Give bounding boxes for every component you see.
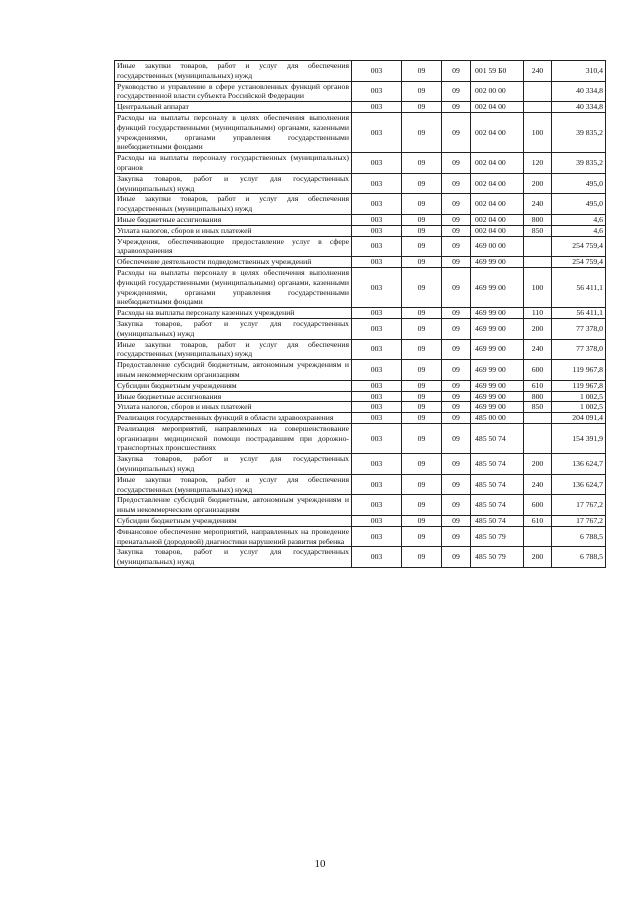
- amount-cell: 4,6: [552, 214, 606, 225]
- section-code-cell: 09: [402, 236, 442, 257]
- target-article-cell: 485 50 74: [471, 516, 524, 527]
- section-code-cell: 09: [402, 102, 442, 113]
- table-row: [115, 173, 606, 194]
- row-name-cell: Обеспечение деятельности подведомственных учреждений: [115, 257, 352, 268]
- subsection-code-cell: 09: [442, 339, 471, 360]
- ministry-code-cell: 003: [352, 112, 402, 152]
- amount-cell: 136 624,7: [552, 454, 606, 475]
- amount-cell: 254 759,4: [552, 236, 606, 257]
- section-code-cell: 09: [402, 112, 442, 152]
- target-article-cell: 002 04 00: [471, 173, 524, 194]
- amount-cell: 17 767,2: [552, 495, 606, 516]
- subsection-code-cell: 09: [442, 454, 471, 475]
- row-name-cell: Предоставление субсидий бюджетным, автономным учреждениям и иным некоммерческим организациям: [115, 495, 352, 516]
- amount-cell: 39 835,2: [552, 112, 606, 152]
- ministry-code-cell: 003: [352, 225, 402, 236]
- amount-cell: 495,0: [552, 194, 606, 215]
- target-article-cell: 469 99 00: [471, 318, 524, 339]
- ministry-code-cell: 003: [352, 318, 402, 339]
- ministry-code-cell: 003: [352, 391, 402, 402]
- expense-type-cell: [524, 236, 552, 257]
- section-code-cell: 09: [402, 153, 442, 174]
- section-code-cell: 09: [402, 391, 442, 402]
- ministry-code-cell: 003: [352, 360, 402, 381]
- row-name-cell: Уплата налогов, сборов и иных платежей: [115, 225, 352, 236]
- amount-cell: 154 391,9: [552, 423, 606, 453]
- row-name-cell: Центральный аппарат: [115, 102, 352, 113]
- ministry-code-cell: 003: [352, 81, 402, 102]
- subsection-code-cell: 09: [442, 112, 471, 152]
- amount-cell: 310,4: [552, 61, 606, 82]
- section-code-cell: 09: [402, 61, 442, 82]
- section-code-cell: 09: [402, 380, 442, 391]
- subsection-code-cell: 09: [442, 214, 471, 225]
- ministry-code-cell: 003: [352, 547, 402, 568]
- target-article-cell: 485 50 74: [471, 423, 524, 453]
- ministry-code-cell: 003: [352, 413, 402, 424]
- subsection-code-cell: 09: [442, 413, 471, 424]
- ministry-code-cell: 003: [352, 173, 402, 194]
- ministry-code-cell: 003: [352, 153, 402, 174]
- section-code-cell: 09: [402, 214, 442, 225]
- amount-cell: 204 091,4: [552, 413, 606, 424]
- target-article-cell: 001 59 Б0: [471, 61, 524, 82]
- row-name-cell: Расходы на выплаты персоналу в целях обеспечения выполнения функций государственными (муниципальными) органами, казенными учреждениями, органами управления государственными внебюджетными фондами: [115, 267, 352, 307]
- row-name-cell: Иные бюджетные ассигнования: [115, 214, 352, 225]
- ministry-code-cell: 003: [352, 516, 402, 527]
- row-name-cell: Уплата налогов, сборов и иных платежей: [115, 402, 352, 413]
- table-row: [115, 339, 606, 360]
- subsection-code-cell: 09: [442, 308, 471, 319]
- expense-type-cell: 800: [524, 391, 552, 402]
- target-article-cell: 469 99 00: [471, 380, 524, 391]
- section-code-cell: 09: [402, 257, 442, 268]
- target-article-cell: 469 99 00: [471, 257, 524, 268]
- subsection-code-cell: 09: [442, 61, 471, 82]
- section-code-cell: 09: [402, 267, 442, 307]
- table-row: [115, 225, 606, 236]
- section-code-cell: 09: [402, 474, 442, 495]
- row-name-cell: Иные бюджетные ассигнования: [115, 391, 352, 402]
- expense-type-cell: 200: [524, 454, 552, 475]
- expense-type-cell: 240: [524, 61, 552, 82]
- ministry-code-cell: 003: [352, 257, 402, 268]
- section-code-cell: 09: [402, 81, 442, 102]
- expense-type-cell: 240: [524, 474, 552, 495]
- amount-cell: 4,6: [552, 225, 606, 236]
- expense-type-cell: 610: [524, 380, 552, 391]
- target-article-cell: 485 50 74: [471, 474, 524, 495]
- expense-type-cell: [524, 423, 552, 453]
- budget-table: [114, 60, 606, 568]
- amount-cell: 136 624,7: [552, 474, 606, 495]
- section-code-cell: 09: [402, 516, 442, 527]
- amount-cell: 254 759,4: [552, 257, 606, 268]
- row-name-cell: Иные закупки товаров, работ и услуг для обеспечения государственных (муниципальных) нужд: [115, 194, 352, 215]
- expense-type-cell: 600: [524, 360, 552, 381]
- row-name-cell: Учреждения, обеспечивающие предоставление услуг в сфере здравоохранения: [115, 236, 352, 257]
- target-article-cell: 485 50 79: [471, 526, 524, 547]
- subsection-code-cell: 09: [442, 257, 471, 268]
- table-row: [115, 236, 606, 257]
- table-row: [115, 474, 606, 495]
- ministry-code-cell: 003: [352, 102, 402, 113]
- section-code-cell: 09: [402, 225, 442, 236]
- section-code-cell: 09: [402, 495, 442, 516]
- amount-cell: 6 788,5: [552, 547, 606, 568]
- row-name-cell: Реализация государственных функций в области здравоохранения: [115, 413, 352, 424]
- amount-cell: 17 767,2: [552, 516, 606, 527]
- row-name-cell: Реализация мероприятий, направленных на совершенствование организации медицинской помощи пострадавшим при дорожно-транспортных происшествиях: [115, 423, 352, 453]
- target-article-cell: 002 04 00: [471, 225, 524, 236]
- amount-cell: 77 378,0: [552, 318, 606, 339]
- section-code-cell: 09: [402, 454, 442, 475]
- subsection-code-cell: 09: [442, 318, 471, 339]
- subsection-code-cell: 09: [442, 173, 471, 194]
- ministry-code-cell: 003: [352, 339, 402, 360]
- row-name-cell: Расходы на выплаты персоналу государственных (муниципальных) органов: [115, 153, 352, 174]
- target-article-cell: 469 99 00: [471, 339, 524, 360]
- ministry-code-cell: 003: [352, 380, 402, 391]
- subsection-code-cell: 09: [442, 474, 471, 495]
- target-article-cell: 469 99 00: [471, 308, 524, 319]
- table-row: [115, 112, 606, 152]
- table-row: [115, 360, 606, 381]
- ministry-code-cell: 003: [352, 308, 402, 319]
- amount-cell: 119 967,8: [552, 360, 606, 381]
- subsection-code-cell: 09: [442, 391, 471, 402]
- section-code-cell: 09: [402, 360, 442, 381]
- expense-type-cell: 850: [524, 402, 552, 413]
- target-article-cell: 002 04 00: [471, 214, 524, 225]
- row-name-cell: Субсидии бюджетным учреждениям: [115, 516, 352, 527]
- row-name-cell: Иные закупки товаров, работ и услуг для обеспечения государственных (муниципальных) нужд: [115, 339, 352, 360]
- expense-type-cell: 240: [524, 339, 552, 360]
- amount-cell: 39 835,2: [552, 153, 606, 174]
- ministry-code-cell: 003: [352, 61, 402, 82]
- table-row: [115, 81, 606, 102]
- expense-type-cell: 600: [524, 495, 552, 516]
- target-article-cell: 002 00 00: [471, 81, 524, 102]
- target-article-cell: 469 99 00: [471, 360, 524, 381]
- table-row: [115, 516, 606, 527]
- target-article-cell: 469 99 00: [471, 402, 524, 413]
- amount-cell: 40 334,8: [552, 102, 606, 113]
- table-row: [115, 102, 606, 113]
- subsection-code-cell: 09: [442, 423, 471, 453]
- target-article-cell: 485 50 79: [471, 547, 524, 568]
- section-code-cell: 09: [402, 318, 442, 339]
- subsection-code-cell: 09: [442, 516, 471, 527]
- table-row: [115, 413, 606, 424]
- expense-type-cell: 200: [524, 547, 552, 568]
- ministry-code-cell: 003: [352, 236, 402, 257]
- table-row: [115, 454, 606, 475]
- amount-cell: 1 002,5: [552, 402, 606, 413]
- amount-cell: 495,0: [552, 173, 606, 194]
- table-row: [115, 267, 606, 307]
- target-article-cell: 485 00 00: [471, 413, 524, 424]
- target-article-cell: 002 04 00: [471, 112, 524, 152]
- table-row: [115, 423, 606, 453]
- target-article-cell: 469 99 00: [471, 267, 524, 307]
- table-row: [115, 495, 606, 516]
- section-code-cell: 09: [402, 423, 442, 453]
- subsection-code-cell: 09: [442, 526, 471, 547]
- table-row: [115, 194, 606, 215]
- row-name-cell: Финансовое обеспечение мероприятий, направленных на проведение пренатальной (дородовой) диагностики нарушений развития ребенка: [115, 526, 352, 547]
- table-body: [115, 61, 606, 568]
- expense-type-cell: [524, 102, 552, 113]
- expense-type-cell: 240: [524, 194, 552, 215]
- target-article-cell: 002 04 00: [471, 194, 524, 215]
- amount-cell: 77 378,0: [552, 339, 606, 360]
- expense-type-cell: 100: [524, 112, 552, 152]
- subsection-code-cell: 09: [442, 380, 471, 391]
- amount-cell: 6 788,5: [552, 526, 606, 547]
- target-article-cell: 469 99 00: [471, 391, 524, 402]
- table-row: [115, 402, 606, 413]
- ministry-code-cell: 003: [352, 474, 402, 495]
- target-article-cell: 485 50 74: [471, 454, 524, 475]
- ministry-code-cell: 003: [352, 495, 402, 516]
- row-name-cell: Закупка товаров, работ и услуг для государственных (муниципальных) нужд: [115, 454, 352, 475]
- expense-type-cell: 610: [524, 516, 552, 527]
- amount-cell: 56 411,1: [552, 308, 606, 319]
- section-code-cell: 09: [402, 413, 442, 424]
- target-article-cell: 002 04 00: [471, 153, 524, 174]
- ministry-code-cell: 003: [352, 194, 402, 215]
- subsection-code-cell: 09: [442, 194, 471, 215]
- expense-type-cell: 200: [524, 173, 552, 194]
- row-name-cell: Закупка товаров, работ и услуг для государственных (муниципальных) нужд: [115, 173, 352, 194]
- target-article-cell: 485 50 74: [471, 495, 524, 516]
- row-name-cell: Иные закупки товаров, работ и услуг для обеспечения государственных (муниципальных) нужд: [115, 474, 352, 495]
- expense-type-cell: 110: [524, 308, 552, 319]
- subsection-code-cell: 09: [442, 495, 471, 516]
- row-name-cell: Расходы на выплаты персоналу в целях обеспечения выполнения функций государственными (муниципальными) органами, казенными учреждениями, органами управления государственными внебюджетными фондами: [115, 112, 352, 152]
- table-row: [115, 61, 606, 82]
- expense-type-cell: 120: [524, 153, 552, 174]
- expense-type-cell: [524, 257, 552, 268]
- section-code-cell: 09: [402, 547, 442, 568]
- table-row: [115, 257, 606, 268]
- page-number: 10: [314, 858, 326, 870]
- row-name-cell: Предоставление субсидий бюджетным, автономным учреждениям и иным некоммерческим организациям: [115, 360, 352, 381]
- section-code-cell: 09: [402, 526, 442, 547]
- table-row: [115, 547, 606, 568]
- ministry-code-cell: 003: [352, 526, 402, 547]
- section-code-cell: 09: [402, 173, 442, 194]
- ministry-code-cell: 003: [352, 214, 402, 225]
- expense-type-cell: 850: [524, 225, 552, 236]
- table-row: [115, 391, 606, 402]
- expense-type-cell: [524, 413, 552, 424]
- subsection-code-cell: 09: [442, 236, 471, 257]
- row-name-cell: Руководство и управление в сфере установленных функций органов государственной власти субъекта Российской Федерации: [115, 81, 352, 102]
- table-row: [115, 318, 606, 339]
- table-row: [115, 526, 606, 547]
- subsection-code-cell: 09: [442, 402, 471, 413]
- subsection-code-cell: 09: [442, 225, 471, 236]
- row-name-cell: Субсидии бюджетным учреждениям: [115, 380, 352, 391]
- ministry-code-cell: 003: [352, 267, 402, 307]
- subsection-code-cell: 09: [442, 267, 471, 307]
- subsection-code-cell: 09: [442, 360, 471, 381]
- table-row: [115, 380, 606, 391]
- subsection-code-cell: 09: [442, 547, 471, 568]
- amount-cell: 1 002,5: [552, 391, 606, 402]
- expense-type-cell: 800: [524, 214, 552, 225]
- section-code-cell: 09: [402, 194, 442, 215]
- expense-type-cell: 100: [524, 267, 552, 307]
- amount-cell: 40 334,8: [552, 81, 606, 102]
- expense-type-cell: [524, 81, 552, 102]
- table-row: [115, 214, 606, 225]
- row-name-cell: Закупка товаров, работ и услуг для государственных (муниципальных) нужд: [115, 318, 352, 339]
- section-code-cell: 09: [402, 308, 442, 319]
- section-code-cell: 09: [402, 339, 442, 360]
- table-row: [115, 308, 606, 319]
- section-code-cell: 09: [402, 402, 442, 413]
- subsection-code-cell: 09: [442, 102, 471, 113]
- expense-type-cell: [524, 526, 552, 547]
- table-row: [115, 153, 606, 174]
- amount-cell: 56 411,1: [552, 267, 606, 307]
- ministry-code-cell: 003: [352, 454, 402, 475]
- ministry-code-cell: 003: [352, 402, 402, 413]
- row-name-cell: Иные закупки товаров, работ и услуг для обеспечения государственных (муниципальных) нужд: [115, 61, 352, 82]
- amount-cell: 119 967,8: [552, 380, 606, 391]
- target-article-cell: 002 04 00: [471, 102, 524, 113]
- subsection-code-cell: 09: [442, 81, 471, 102]
- target-article-cell: 469 00 00: [471, 236, 524, 257]
- row-name-cell: Закупка товаров, работ и услуг для государственных (муниципальных) нужд: [115, 547, 352, 568]
- row-name-cell: Расходы на выплаты персоналу казенных учреждений: [115, 308, 352, 319]
- ministry-code-cell: 003: [352, 423, 402, 453]
- expense-type-cell: 200: [524, 318, 552, 339]
- subsection-code-cell: 09: [442, 153, 471, 174]
